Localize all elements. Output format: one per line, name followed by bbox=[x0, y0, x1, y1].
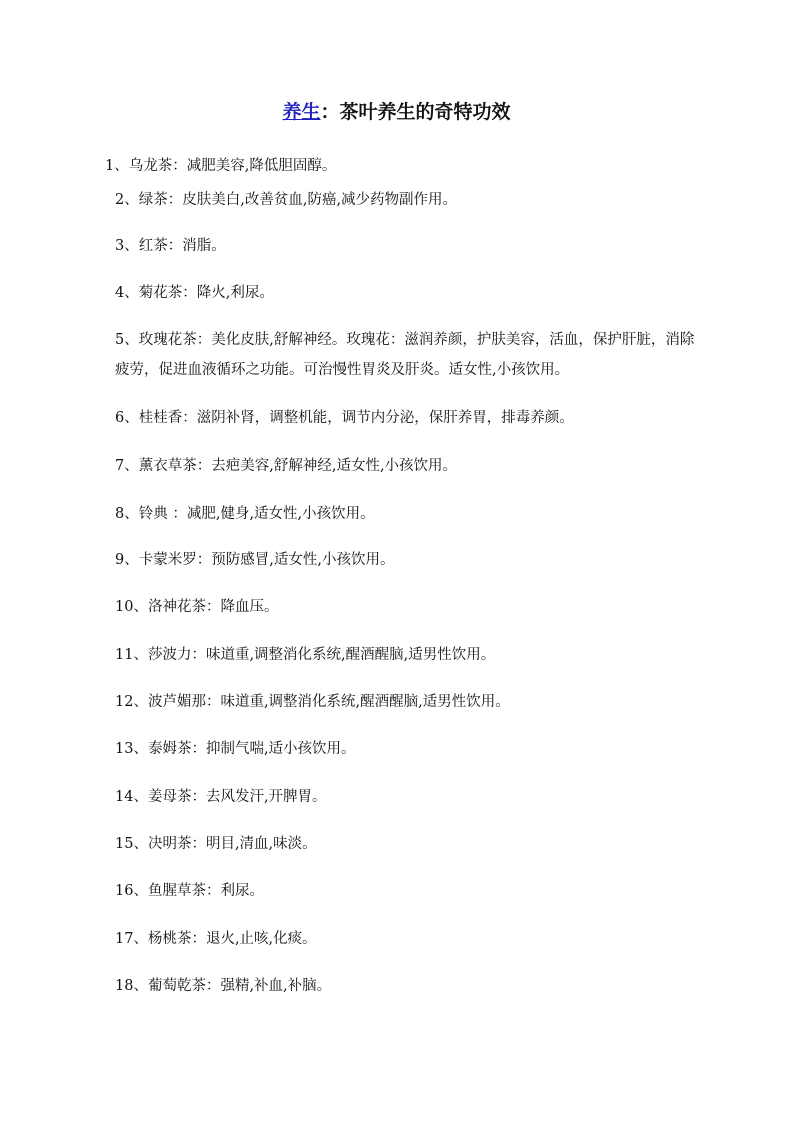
list-item: 6、桂桂香：滋阴补肾，调整机能，调节内分泌，保肝养胃，排毒养颜。 bbox=[115, 410, 574, 426]
list-item: 15、决明茶：明目,清血,味淡。 bbox=[115, 836, 317, 852]
list-item: 9、卡蒙米罗：预防感冒,适女性,小孩饮用。 bbox=[115, 552, 395, 568]
list-item: 7、薰衣草茶：去疤美容,舒解神经,适女性,小孩饮用。 bbox=[115, 458, 458, 474]
page-title bbox=[0, 98, 793, 126]
title-text: ：茶叶养生的奇特功效 bbox=[320, 101, 511, 123]
list-item: 16、鱼腥草茶：利尿。 bbox=[115, 883, 264, 899]
title-link[interactable]: 养生 bbox=[282, 101, 321, 123]
list-item: 5、玫瑰花茶：美化皮肤,舒解神经。玫瑰花：滋润养颜，护肤美容，活血，保护肝脏，消除疲劳，促进血液循环之功能。可治慢性胃炎及肝炎。适女性,小孩饮用。 bbox=[115, 332, 695, 378]
list-item: 11、莎波力：味道重,调整消化系统,醒酒醒脑,适男性饮用。 bbox=[115, 647, 496, 663]
list-item: 12、波芦媚那：味道重,调整消化系统,醒酒醒脑,适男性饮用。 bbox=[115, 694, 510, 710]
list-item: 2、绿茶：皮肤美白,改善贫血,防癌,减少药物副作用。 bbox=[115, 192, 458, 208]
list-item: 18、葡萄乾茶：强精,补血,补脑。 bbox=[115, 978, 332, 994]
list-item: 8、铃典 ：减肥,健身,适女性,小孩饮用。 bbox=[115, 506, 375, 522]
list-item: 13、泰姆茶：抑制气喘,适小孩饮用。 bbox=[115, 741, 356, 757]
list-item: 3、红茶：消脂。 bbox=[115, 238, 226, 254]
list-item: 4、菊花茶：降火,利尿。 bbox=[115, 285, 274, 301]
list-item: 1、乌龙茶：减肥美容,降低胆固醇。 bbox=[105, 158, 337, 174]
list-item: 17、杨桃茶：退火,止咳,化痰。 bbox=[115, 931, 317, 947]
list-item: 10、洛神花茶：降血压。 bbox=[115, 599, 279, 615]
list-item: 14、姜母茶：去风发汗,开脾胃。 bbox=[115, 789, 327, 805]
